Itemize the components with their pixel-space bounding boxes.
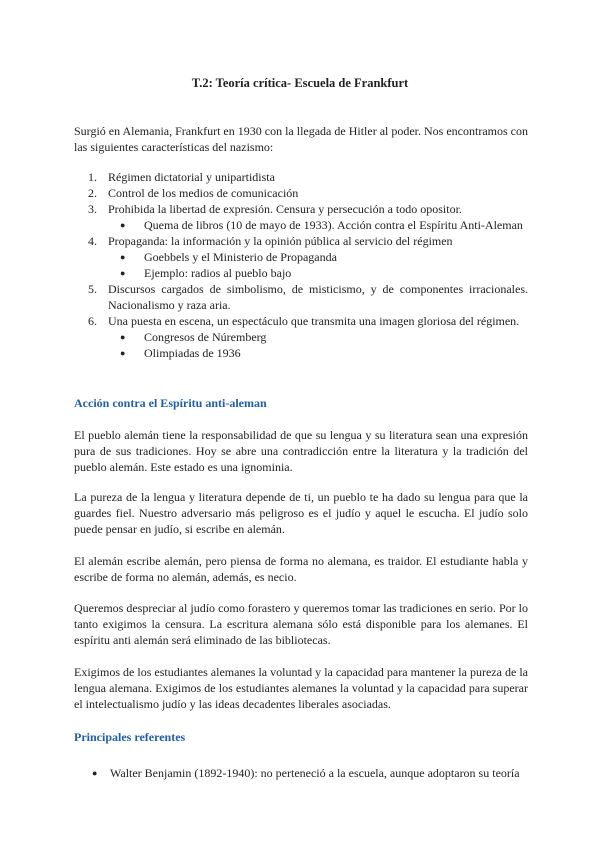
list-item-text: Una puesta en escena, un espectáculo que transmita una imagen gloriosa del régimen. xyxy=(108,314,520,328)
bullet-icon: ● xyxy=(120,220,126,230)
sub-list xyxy=(108,249,528,281)
sub-list-item-text: Goebbels y el Ministerio de Propaganda xyxy=(144,250,337,264)
list-number: 6. xyxy=(88,314,97,328)
document-title: T.2: Teoría crítica- Escuela de Frankfurt xyxy=(191,76,409,90)
list-number: 4. xyxy=(88,234,97,248)
referents-list-item xyxy=(92,765,532,781)
list-item xyxy=(74,201,528,233)
list-number: 3. xyxy=(88,202,97,216)
bullet-icon: ● xyxy=(120,268,126,278)
list-number: 1. xyxy=(88,170,97,184)
body-paragraph: Exigimos de los estudiantes alemanes la voluntad y la capacidad para mantener la pureza de la lengua alemana. Exigimos de los estudiantes alemanes la voluntad y la capacidad para superar el intelectualismo judío y las ideas decadentes liberales asociadas. xyxy=(74,665,528,711)
sub-list-item-text: Quema de libros (10 de mayo de 1933). Acción contra el Espíritu Anti-Aleman xyxy=(144,218,523,232)
bullet-icon: ● xyxy=(120,348,126,358)
list-number: 2. xyxy=(88,186,97,200)
sub-list xyxy=(108,329,528,361)
list-item xyxy=(74,185,528,201)
sub-list-item xyxy=(108,265,528,281)
sub-list-item xyxy=(108,329,528,345)
list-number: 5. xyxy=(88,282,97,296)
bullet-icon: ● xyxy=(92,768,98,778)
bullet-icon: ● xyxy=(120,332,126,342)
sub-list xyxy=(108,217,528,233)
body-paragraph: La pureza de la lengua y literatura depende de ti, un pueblo te ha dado su lengua para que la guardes fiel. Nuestro adversario más peligroso es el judío y aquel le escucha. El judío solo puede pensar en judío, si escribe en alemán. xyxy=(74,490,528,536)
body-paragraph: El alemán escribe alemán, pero piensa de forma no alemana, es traidor. El estudiante habla y escribe de forma no alemán, además, es necio. xyxy=(74,554,528,584)
referent-text: Walter Benjamin (1892-1940): no perteneció a la escuela, aunque adoptaron su teoría xyxy=(110,766,520,780)
list-item-text: Prohibida la libertad de expresión. Censura y persecución a todo opositor. xyxy=(108,202,462,216)
section-heading: Principales referentes xyxy=(74,730,186,744)
sub-list-item xyxy=(108,249,528,265)
body-paragraph: El pueblo alemán tiene la responsabilidad de que su lengua y su literatura sean una expresión pura de sus tradiciones. Hoy se abre una contradicción entre la literatura y la tradición del pueblo alemán. Este estado es una ignominia. xyxy=(74,428,528,474)
list-item-text: Control de los medios de comunicación xyxy=(108,186,299,200)
bullet-icon: ● xyxy=(120,252,126,262)
list-item xyxy=(74,313,528,361)
section-heading: Acción contra el Espíritu anti-aleman xyxy=(74,396,267,410)
sub-list-item-text: Ejemplo: radios al pueblo bajo xyxy=(144,266,292,280)
sub-list-item-text: Congresos de Núremberg xyxy=(144,330,267,344)
nazism-characteristics-list xyxy=(74,169,528,361)
list-item xyxy=(74,169,528,185)
list-item-text: Propaganda: la información y la opinión pública al servicio del régimen xyxy=(108,234,453,248)
sub-list-item-text: Olimpiadas de 1936 xyxy=(144,346,241,360)
list-item-text: Discursos cargados de simbolismo, de misticismo, y de componentes irracionales. Nacionalismo y raza aria. xyxy=(108,282,528,312)
list-item xyxy=(74,281,528,313)
body-paragraph: Queremos despreciar al judío como forastero y queremos tomar las tradiciones en serio. Por lo tanto exigimos la censura. La escritura alemana sólo está disponible para los alemanes. El espíritu anti alemán será eliminado de las bibliotecas. xyxy=(74,601,528,647)
sub-list-item xyxy=(108,217,528,233)
list-item xyxy=(74,233,528,281)
intro-paragraph: Surgió en Alemania, Frankfurt en 1930 con la llegada de Hitler al poder. Nos encontramos con las siguientes características del nazismo: xyxy=(74,124,528,154)
sub-list-item xyxy=(108,345,528,361)
list-item-text: Régimen dictatorial y unipartidista xyxy=(108,170,275,184)
